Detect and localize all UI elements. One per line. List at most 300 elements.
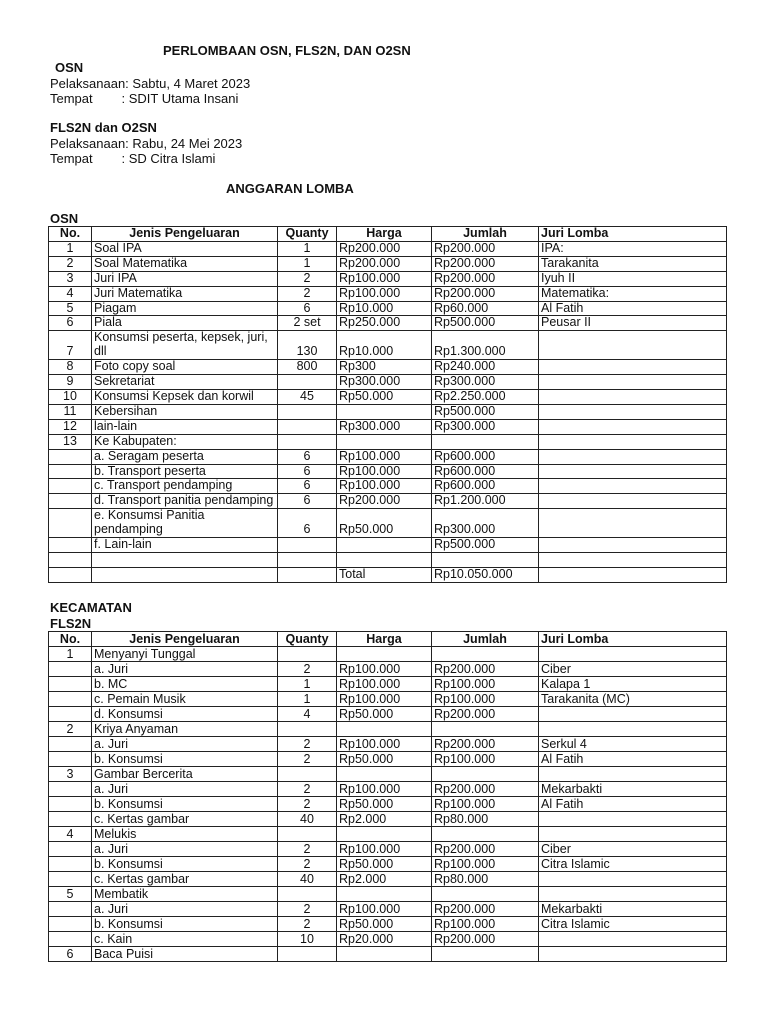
cell-jenis: lain-lain [92,419,278,434]
cell-quanty [278,538,337,553]
header-harga: Harga [337,227,432,242]
cell-jumlah [432,947,539,962]
table-row [49,662,727,677]
table-row [49,241,727,256]
cell-quanty: 2 [278,797,337,812]
table-row [49,767,727,782]
cell-harga: Rp100.000 [337,464,432,479]
cell-quanty: 130 [278,331,337,360]
cell-quanty: 2 [278,857,337,872]
cell-jumlah: Rp100.000 [432,917,539,932]
cell-no: 1 [49,647,92,662]
anggaran-title: ANGGARAN LOMBA [226,181,354,196]
cell-jenis: Piala [92,316,278,331]
cell-quanty: 6 [278,494,337,509]
cell-harga: Rp20.000 [337,932,432,947]
table-row [49,301,727,316]
table-row [49,872,727,887]
cell-jumlah: Rp100.000 [432,857,539,872]
cell-jenis: Piagam [92,301,278,316]
cell-no: 6 [49,316,92,331]
cell-quanty [278,887,337,902]
cell-jumlah: Rp200.000 [432,271,539,286]
cell-harga: Rp2.000 [337,812,432,827]
table-row [49,857,727,872]
cell-harga: Rp100.000 [337,902,432,917]
cell-quanty: 2 [278,842,337,857]
cell-quanty: 6 [278,479,337,494]
cell-quanty: 6 [278,464,337,479]
table-row [49,677,727,692]
header-jumlah: Jumlah [432,227,539,242]
cell-harga [337,722,432,737]
fls2n-tempat: Tempat : SD Citra Islami [50,151,216,166]
cell-jenis: b. MC [92,677,278,692]
table-row [49,842,727,857]
table-row [49,419,727,434]
cell-jenis: Ke Kabupaten: [92,434,278,449]
cell-quanty: 2 [278,286,337,301]
cell-jumlah: Rp2.250.000 [432,389,539,404]
cell-juri [539,647,727,662]
cell-jumlah [432,887,539,902]
cell-jenis: b. Konsumsi [92,797,278,812]
cell-no [49,464,92,479]
cell-quanty: 6 [278,509,337,538]
cell-jenis: Soal Matematika [92,256,278,271]
cell-jenis: Foto copy soal [92,360,278,375]
cell-no [49,917,92,932]
header-quanty: Quanty [278,227,337,242]
cell-juri [539,552,727,567]
cell-no [49,479,92,494]
cell-juri [539,494,727,509]
fls2n-table-label: FLS2N [50,616,92,631]
cell-harga [337,434,432,449]
cell-jumlah: Rp100.000 [432,797,539,812]
cell-harga [337,538,432,553]
fls2n-heading: FLS2N dan O2SN [50,120,157,135]
table-row [49,256,727,271]
table-row [49,360,727,375]
cell-jumlah: Rp500.000 [432,538,539,553]
cell-no: 2 [49,722,92,737]
cell-jumlah: Rp200.000 [432,662,539,677]
cell-no [49,782,92,797]
cell-no [49,677,92,692]
header-jenis: Jenis Pengeluaran [92,632,278,647]
cell-no: 4 [49,827,92,842]
osn-pelaksanaan: Pelaksanaan: Sabtu, 4 Maret 2023 [50,76,251,91]
osn-tempat: Tempat : SDIT Utama Insani [50,91,239,106]
cell-juri [539,567,727,582]
cell-harga [337,887,432,902]
cell-juri: Kalapa 1 [539,677,727,692]
cell-harga: Rp100.000 [337,782,432,797]
cell-harga: Rp100.000 [337,842,432,857]
cell-jumlah [432,647,539,662]
cell-quanty: 40 [278,872,337,887]
cell-harga: Rp50.000 [337,917,432,932]
cell-juri [539,767,727,782]
kecamatan-label: KECAMATAN [50,600,132,615]
cell-jumlah: Rp60.000 [432,301,539,316]
cell-jenis: a. Juri [92,737,278,752]
cell-juri [539,872,727,887]
cell-no: 11 [49,404,92,419]
cell-juri [539,389,727,404]
cell-no [49,552,92,567]
cell-jenis: b. Konsumsi [92,857,278,872]
cell-jenis [92,567,278,582]
fls2n-budget-table [48,631,727,962]
cell-no [49,872,92,887]
cell-jumlah: Rp80.000 [432,872,539,887]
osn-heading: OSN [55,60,84,75]
table-row [49,752,727,767]
cell-juri [539,331,727,360]
cell-no: 8 [49,360,92,375]
table-row [49,449,727,464]
cell-harga: Rp250.000 [337,316,432,331]
cell-jenis: Membatik [92,887,278,902]
cell-harga: Rp200.000 [337,256,432,271]
cell-jenis: Konsumsi peserta, kepsek, juri, dll [92,331,278,360]
cell-harga: Rp100.000 [337,271,432,286]
cell-no [49,662,92,677]
cell-jenis: Juri Matematika [92,286,278,301]
cell-quanty: 2 [278,662,337,677]
cell-quanty: 6 [278,449,337,464]
table-row [49,286,727,301]
cell-jumlah: Rp300.000 [432,509,539,538]
cell-juri [539,887,727,902]
cell-jumlah: Rp100.000 [432,692,539,707]
cell-harga: Rp100.000 [337,662,432,677]
cell-no [49,737,92,752]
cell-jumlah: Rp200.000 [432,707,539,722]
table-row [49,479,727,494]
cell-harga [337,767,432,782]
cell-quanty [278,567,337,582]
cell-quanty: 1 [278,677,337,692]
cell-juri [539,449,727,464]
table-row [49,827,727,842]
cell-juri: Tarakanita (MC) [539,692,727,707]
cell-juri: Ciber [539,842,727,857]
cell-no [49,538,92,553]
cell-jumlah: Rp200.000 [432,286,539,301]
cell-jumlah: Rp600.000 [432,479,539,494]
cell-no: 5 [49,887,92,902]
cell-jenis: Konsumsi Kepsek dan korwil [92,389,278,404]
cell-jumlah: Rp1.300.000 [432,331,539,360]
cell-jenis: c. Pemain Musik [92,692,278,707]
cell-quanty: 2 [278,917,337,932]
cell-harga: Rp10.000 [337,331,432,360]
cell-quanty [278,375,337,390]
cell-quanty: 45 [278,389,337,404]
cell-quanty: 2 [278,902,337,917]
cell-jumlah [432,827,539,842]
cell-harga: Rp300.000 [337,419,432,434]
table-row [49,404,727,419]
cell-quanty [278,947,337,962]
cell-jenis: Gambar Bercerita [92,767,278,782]
cell-quanty [278,827,337,842]
cell-juri [539,434,727,449]
cell-jumlah: Rp500.000 [432,404,539,419]
cell-no: 5 [49,301,92,316]
cell-jenis [92,552,278,567]
cell-quanty [278,647,337,662]
cell-jenis: f. Lain-lain [92,538,278,553]
cell-jenis: b. Konsumsi [92,917,278,932]
cell-quanty: 2 [278,737,337,752]
cell-quanty: 4 [278,707,337,722]
cell-quanty: 2 [278,782,337,797]
table-row [49,494,727,509]
cell-no [49,449,92,464]
cell-juri [539,538,727,553]
cell-quanty [278,552,337,567]
cell-jenis: Kebersihan [92,404,278,419]
table-row [49,722,727,737]
cell-juri: Al Fatih [539,797,727,812]
cell-juri [539,419,727,434]
table-row [49,647,727,662]
cell-jenis: d. Transport panitia pendamping [92,494,278,509]
cell-jenis: c. Kertas gambar [92,812,278,827]
header-juri: Juri Lomba [539,632,727,647]
cell-jumlah: Rp600.000 [432,449,539,464]
cell-quanty: 1 [278,692,337,707]
cell-quanty: 10 [278,932,337,947]
cell-juri: Matematika: [539,286,727,301]
cell-jumlah [432,767,539,782]
cell-juri: Citra Islamic [539,917,727,932]
cell-quanty: 2 [278,271,337,286]
cell-no [49,812,92,827]
cell-no: 13 [49,434,92,449]
table-row [49,902,727,917]
cell-jumlah: Rp80.000 [432,812,539,827]
cell-harga [337,404,432,419]
cell-harga [337,552,432,567]
cell-no [49,842,92,857]
cell-harga: Rp50.000 [337,389,432,404]
cell-harga: Rp50.000 [337,797,432,812]
cell-jenis: a. Juri [92,782,278,797]
cell-harga [337,647,432,662]
table-row [49,737,727,752]
cell-harga: Rp50.000 [337,752,432,767]
cell-no: 6 [49,947,92,962]
cell-no [49,857,92,872]
cell-no [49,902,92,917]
cell-juri: Iyuh II [539,271,727,286]
cell-jenis: Menyanyi Tunggal [92,647,278,662]
header-juri: Juri Lomba [539,227,727,242]
table-row [49,932,727,947]
table-row [49,567,727,582]
cell-juri: Al Fatih [539,752,727,767]
cell-no: 3 [49,767,92,782]
cell-juri [539,360,727,375]
cell-juri: Citra Islamic [539,857,727,872]
cell-jenis: Sekretariat [92,375,278,390]
table-row [49,887,727,902]
cell-no [49,707,92,722]
cell-jenis: a. Juri [92,662,278,677]
cell-harga: Rp100.000 [337,737,432,752]
table-row [49,464,727,479]
cell-jenis: b. Transport peserta [92,464,278,479]
cell-no [49,494,92,509]
cell-juri: Mekarbakti [539,782,727,797]
cell-no: 3 [49,271,92,286]
cell-no [49,692,92,707]
cell-jumlah: Rp240.000 [432,360,539,375]
cell-harga: Rp100.000 [337,286,432,301]
cell-no [49,752,92,767]
cell-jenis: e. Konsumsi Panitia pendamping [92,509,278,538]
cell-jumlah: Rp200.000 [432,932,539,947]
table-row [49,538,727,553]
cell-jenis: Kriya Anyaman [92,722,278,737]
cell-no: 12 [49,419,92,434]
cell-quanty: 6 [278,301,337,316]
cell-harga: Rp100.000 [337,677,432,692]
cell-juri [539,404,727,419]
table-row [49,389,727,404]
cell-harga [337,827,432,842]
cell-juri: Tarakanita [539,256,727,271]
cell-no: 7 [49,331,92,360]
table-row [49,375,727,390]
table-row [49,552,727,567]
cell-no: 2 [49,256,92,271]
table-row [49,707,727,722]
cell-jenis: a. Juri [92,902,278,917]
header-jenis: Jenis Pengeluaran [92,227,278,242]
cell-juri [539,932,727,947]
cell-harga: Rp50.000 [337,509,432,538]
cell-quanty [278,404,337,419]
cell-jumlah: Rp100.000 [432,752,539,767]
cell-no [49,567,92,582]
cell-quanty: 1 [278,256,337,271]
cell-jumlah: Rp200.000 [432,782,539,797]
cell-jenis: Baca Puisi [92,947,278,962]
cell-jenis: c. Kain [92,932,278,947]
cell-juri: Al Fatih [539,301,727,316]
cell-quanty: 40 [278,812,337,827]
cell-jumlah [432,722,539,737]
cell-jenis: Soal IPA [92,241,278,256]
cell-juri [539,707,727,722]
cell-harga: Rp2.000 [337,872,432,887]
table-row [49,947,727,962]
cell-harga: Rp300.000 [337,375,432,390]
cell-jumlah: Rp300.000 [432,375,539,390]
header-jumlah: Jumlah [432,632,539,647]
table-row [49,812,727,827]
table-row [49,797,727,812]
cell-jumlah: Rp200.000 [432,256,539,271]
cell-quanty [278,434,337,449]
document-title: PERLOMBAAN OSN, FLS2N, DAN O2SN [163,43,411,58]
header-harga: Harga [337,632,432,647]
cell-jenis: d. Konsumsi [92,707,278,722]
cell-jenis: c. Kertas gambar [92,872,278,887]
cell-jumlah: Rp200.000 [432,737,539,752]
cell-jumlah: Rp200.000 [432,241,539,256]
cell-juri [539,375,727,390]
cell-juri [539,464,727,479]
cell-jumlah [432,434,539,449]
cell-jumlah: Rp300.000 [432,419,539,434]
cell-jumlah: Rp200.000 [432,902,539,917]
cell-quanty: 2 set [278,316,337,331]
cell-juri: IPA: [539,241,727,256]
cell-juri [539,479,727,494]
cell-no: 9 [49,375,92,390]
header-no: No. [49,227,92,242]
cell-jumlah: Rp500.000 [432,316,539,331]
cell-no: 10 [49,389,92,404]
cell-jenis: c. Transport pendamping [92,479,278,494]
cell-quanty [278,767,337,782]
cell-juri: Mekarbakti [539,902,727,917]
table-row [49,782,727,797]
cell-harga: Rp200.000 [337,241,432,256]
cell-juri [539,722,727,737]
cell-harga: Rp100.000 [337,449,432,464]
cell-jumlah: Rp600.000 [432,464,539,479]
cell-harga: Rp10.000 [337,301,432,316]
cell-juri [539,827,727,842]
cell-juri [539,812,727,827]
cell-quanty [278,722,337,737]
table-row [49,316,727,331]
cell-jumlah: Rp1.200.000 [432,494,539,509]
cell-jenis: a. Juri [92,842,278,857]
table-row [49,331,727,360]
cell-harga: Rp50.000 [337,707,432,722]
cell-harga: Rp50.000 [337,857,432,872]
cell-harga: Total [337,567,432,582]
cell-quanty: 2 [278,752,337,767]
cell-juri: Peusar II [539,316,727,331]
table-row [49,271,727,286]
table-row [49,434,727,449]
cell-quanty: 1 [278,241,337,256]
cell-harga: Rp200.000 [337,494,432,509]
cell-jumlah: Rp10.050.000 [432,567,539,582]
table-row [49,692,727,707]
cell-harga: Rp100.000 [337,692,432,707]
cell-juri [539,947,727,962]
table-row [49,917,727,932]
cell-juri: Ciber [539,662,727,677]
table-header-row [49,632,727,647]
osn-table-label: OSN [50,211,79,226]
header-quanty: Quanty [278,632,337,647]
cell-juri [539,509,727,538]
cell-harga: Rp100.000 [337,479,432,494]
cell-no [49,797,92,812]
